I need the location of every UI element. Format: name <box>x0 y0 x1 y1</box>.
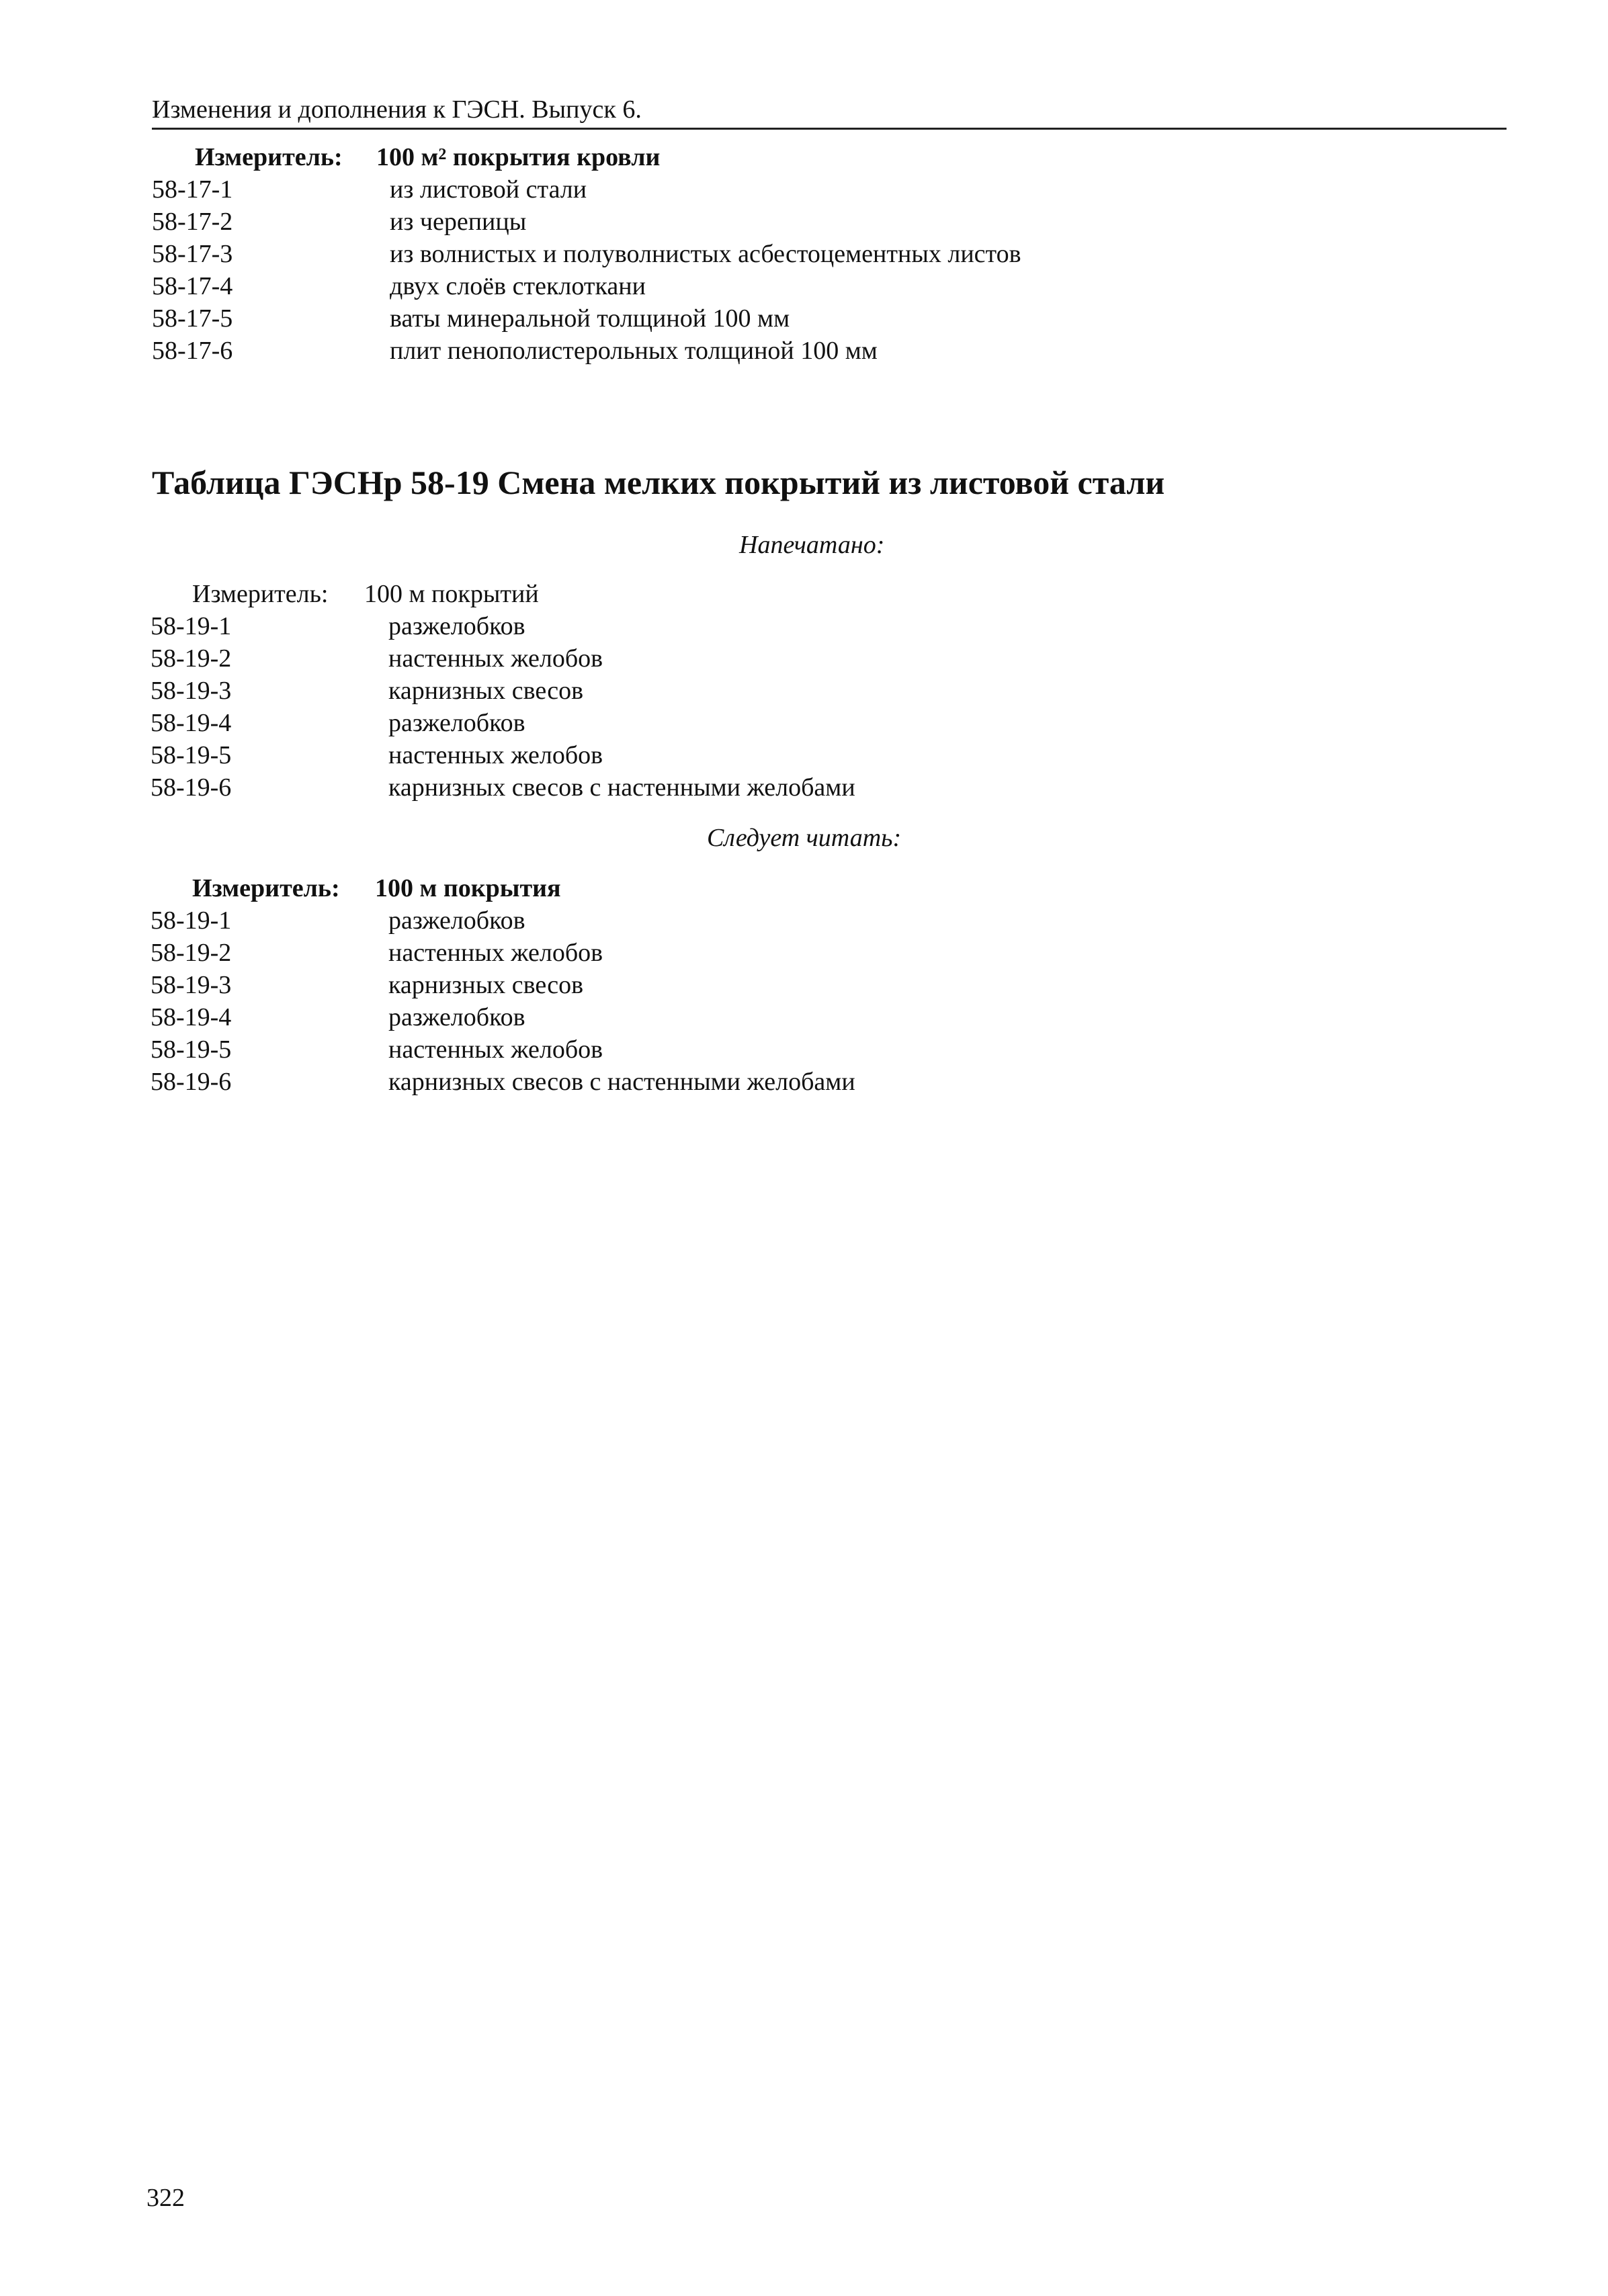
list-item <box>152 335 1496 367</box>
item-code: 58-17-6 <box>152 337 233 365</box>
item-name: из черепицы <box>390 208 527 236</box>
item-code: 58-19-4 <box>151 1003 232 1031</box>
item-name: карнизных свесов с настенными желобами <box>388 1068 855 1096</box>
item-code: 58-19-2 <box>151 939 232 967</box>
list-item <box>151 1066 1494 1098</box>
list-item <box>151 675 1494 707</box>
list-item <box>152 238 1496 270</box>
list-item <box>151 610 1494 642</box>
item-code: 58-19-6 <box>151 1068 232 1096</box>
measure-label: Измеритель: <box>192 874 340 902</box>
item-code: 58-19-4 <box>151 709 232 737</box>
list-item <box>152 206 1496 238</box>
measure-value: 100 м покрытия <box>375 874 561 902</box>
block-printed <box>151 578 1494 804</box>
page-header: Изменения и дополнения к ГЭСН. Выпуск 6. <box>152 94 1507 130</box>
item-name: настенных желобов <box>388 644 603 673</box>
list-item <box>152 270 1496 302</box>
measure-row <box>152 141 1496 173</box>
list-item <box>151 771 1494 804</box>
list-item <box>151 969 1494 1001</box>
item-code: 58-19-1 <box>151 906 232 935</box>
item-code: 58-17-3 <box>152 240 233 268</box>
item-code: 58-19-5 <box>151 1035 232 1064</box>
item-code: 58-19-2 <box>151 644 232 673</box>
item-code: 58-19-5 <box>151 741 232 769</box>
item-name: ваты минеральной толщиной 100 мм <box>390 304 790 333</box>
item-name: настенных желобов <box>388 939 603 967</box>
item-code: 58-19-3 <box>151 971 232 999</box>
list-item <box>151 1001 1494 1033</box>
item-name: двух слоёв стеклоткани <box>390 272 646 300</box>
list-item <box>151 937 1494 969</box>
item-name: карнизных свесов <box>388 677 584 705</box>
item-name: плит пенополистерольных толщиной 100 мм <box>390 337 878 365</box>
measure-value-suffix: покрытия кровли <box>446 143 661 171</box>
item-name: разжелобков <box>388 906 525 935</box>
measure-row <box>151 872 1494 904</box>
measure-value-prefix: 100 м <box>376 143 439 171</box>
item-code: 58-17-2 <box>152 208 233 236</box>
item-name: разжелобков <box>388 1003 525 1031</box>
item-name: разжелобков <box>388 709 525 737</box>
measure-value <box>376 141 660 173</box>
item-name: карнизных свесов с настенными желобами <box>388 773 855 802</box>
block-58-17 <box>152 141 1496 367</box>
page-number: 322 <box>146 2184 185 2212</box>
item-name: из листовой стали <box>390 175 587 204</box>
item-name: настенных желобов <box>388 741 603 769</box>
list-item <box>151 1033 1494 1066</box>
item-code: 58-17-4 <box>152 272 233 300</box>
list-item <box>152 302 1496 335</box>
list-item <box>151 904 1494 937</box>
measure-value-sup: 2 <box>438 146 447 163</box>
table-title: Таблица ГЭСНр 58-19 Смена мелких покрытий из листовой стали <box>152 464 1165 501</box>
item-name: разжелобков <box>388 612 525 640</box>
item-name: карнизных свесов <box>388 971 584 999</box>
item-code: 58-17-1 <box>152 175 233 204</box>
list-item <box>151 739 1494 771</box>
item-name: из волнистых и полуволнистых асбестоцементных листов <box>390 240 1021 268</box>
block-correct <box>151 872 1494 1098</box>
item-code: 58-19-6 <box>151 773 232 802</box>
item-code: 58-19-1 <box>151 612 232 640</box>
measure-value: 100 м покрытий <box>364 580 539 608</box>
list-item <box>152 173 1496 206</box>
item-name: настенных желобов <box>388 1035 603 1064</box>
measure-label: Измеритель: <box>195 143 343 171</box>
printed-note: Напечатано: <box>739 531 885 559</box>
item-code: 58-17-5 <box>152 304 233 333</box>
correct-note: Следует читать: <box>707 824 902 852</box>
list-item <box>151 707 1494 739</box>
measure-row <box>151 578 1494 610</box>
measure-label: Измеритель: <box>192 580 329 608</box>
list-item <box>151 642 1494 675</box>
item-code: 58-19-3 <box>151 677 232 705</box>
